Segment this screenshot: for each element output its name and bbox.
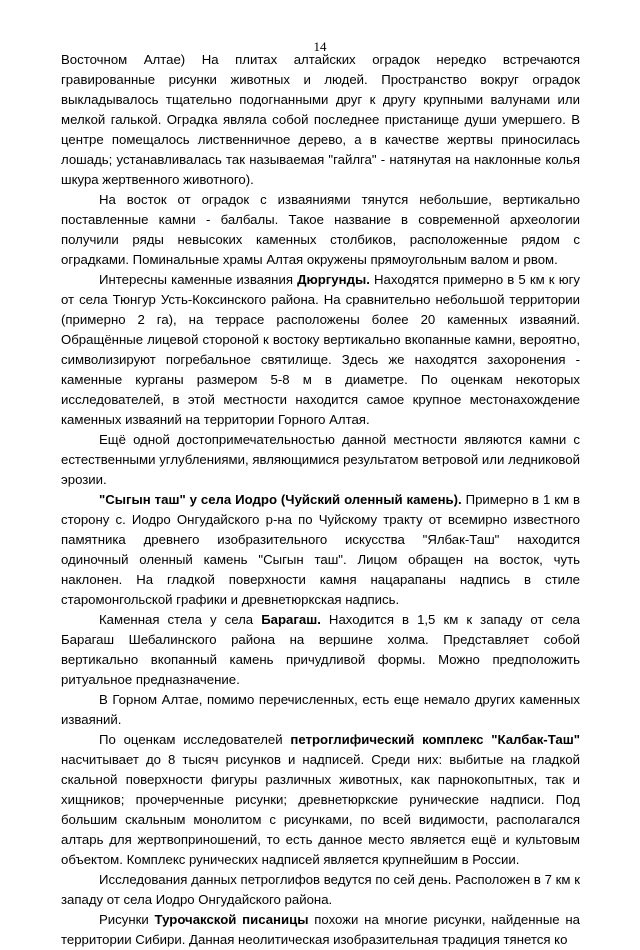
paragraph (61, 270, 580, 430)
text-run: Находятся примерно в 5 км к югу от села Тюнгур Усть-Коксинского района. На сравнительно небольшой территории (примерно 2 га), на террасе расположены более 20 каменных изваяний. Обращённые лицевой стороной к востоку вертикально вкопанные камни, вероятно, символизируют погребальное святилище. Здесь же находятся захоронения - каменные курганы размером 5-8 м в диаметре. По оценкам некоторых исследователей, в этой местности находится самое крупное местонахождение каменных изваяний на территории Горного Алтая. (61, 272, 580, 427)
paragraph (61, 190, 580, 270)
text-run: Примерно в 1 км в сторону с. Иодро Онгудайского р-на по Чуйскому тракту от всемирно известного памятника древнего изобразительного искусства "Ялбак-Таш" находится одиночный оленный камень "Сыгын таш". Лицом обращен на восток, чуть наклонен. На гладкой поверхности камня нацарапаны надпись в стиле старомонгольской графики и древнетюркская надпись. (61, 492, 580, 607)
paragraph (61, 690, 580, 730)
text-run: По оценкам исследователей (99, 732, 291, 747)
paragraph (61, 430, 580, 490)
bold-text-run: Барагаш. (261, 612, 321, 627)
bold-text-run: петроглифический комплекс "Калбак-Таш" (290, 732, 581, 747)
text-run: похожи на многие рисунки, найденные на территории Сибири. Данная неолитическая изобразительная традиция тянется ко (61, 912, 581, 947)
text-run: В Горном Алтае, помимо перечисленных, есть еще немало других каменных изваяний. (61, 692, 580, 727)
bold-text-run: Дюргунды. (297, 272, 370, 287)
bold-text-run: "Сыгын таш" у села Иодро (Чуйский оленный камень). (99, 492, 462, 507)
paragraph (61, 730, 580, 870)
paragraph (61, 50, 580, 190)
text-run: Исследования данных петроглифов ведутся по сей день. Расположен в 7 км к западу от села Иодро Онгудайского района. (61, 872, 580, 907)
bold-text-run: Турочакской писаницы (154, 912, 309, 927)
text-run: Находится в 1,5 км к западу от села Барагаш Шебалинского района на вершине холма. Представляет собой вертикально вкопанный камень причудливой формы. Можно предположить ритуальное предназначение. (61, 612, 580, 687)
paragraph (61, 870, 580, 910)
text-run: Ещё одной достопримечательностью данной местности являются камни с естественными углублениями, являющимися результатом ветровой или ледниковой эрозии. (61, 432, 580, 487)
paragraph (61, 610, 580, 690)
paragraph (61, 490, 580, 610)
text-run: Рисунки (99, 912, 155, 927)
text-run: На восток от оградок с изваяниями тянутся небольшие, вертикально поставленные камни - балбалы. Такое название в современной археологии получили ряды невысоких каменных столбиков, расположенные рядом с оградками. Поминальные храмы Алтая окружены прямоугольным валом и рвом. (61, 192, 580, 267)
text-run: Интересны каменные изваяния (99, 272, 298, 287)
paragraph (61, 910, 580, 950)
text-run: Каменная стела у села (99, 612, 262, 627)
text-run: насчитывает до 8 тысяч рисунков и надписей. Среди них: выбитые на гладкой скальной поверхности фигуры различных животных, как парнокопытных, так и хищников; прочерченные рисунки; древнетюркские рунические надписи. Под большим скальным монолитом с рисунками, по всей видимости, располагался алтарь для жертвоприношений, то есть данное место является ещё и культовым объектом. Комплекс рунических надписей является крупнейшим в России. (61, 752, 580, 867)
page-body (61, 50, 580, 950)
page-number: 14 (313, 39, 327, 54)
text-run: Восточном Алтае) На плитах алтайских оградок нередко встречаются гравированные рисунки животных и людей. Пространство вокруг оградок выкладывалось тщательно подогнанными друг к другу крупными валунами или мелкой галькой. Оградка являла собой последнее пристанище души умершего. В центре помещалось лиственничное дерево, а в качестве жертвы приносилась лошадь; устанавливалась так называемая "гайлга" - натянутая на наклонные колья шкура жертвенного животного). (61, 52, 580, 187)
